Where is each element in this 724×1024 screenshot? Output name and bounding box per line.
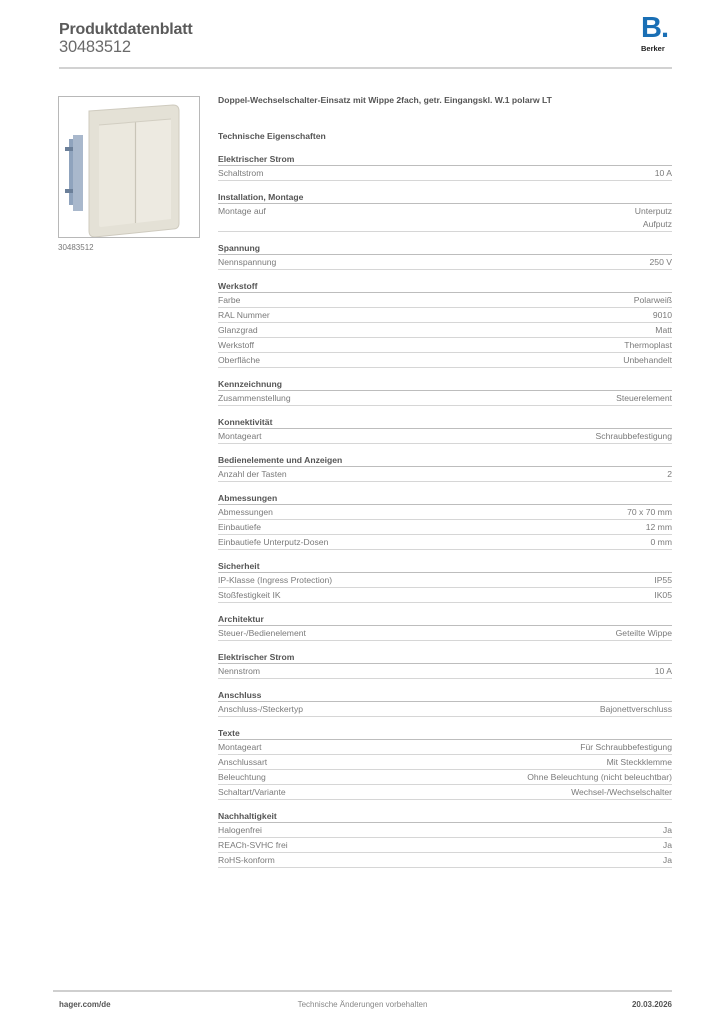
group-title: Konnektivität xyxy=(218,416,672,429)
group-title: Texte xyxy=(218,727,672,740)
property-label: Einbautiefe Unterputz-Dosen xyxy=(218,537,329,547)
property-group xyxy=(218,613,672,641)
property-label: Montage auf xyxy=(218,206,266,216)
property-label: Anschluss-/Steckertyp xyxy=(218,704,304,714)
product-description: Doppel-Wechselschalter-Einsatz mit Wippe 2fach, getr. Eingangskl. W.1 polarw LT xyxy=(218,95,552,105)
property-row xyxy=(218,353,672,368)
property-value xyxy=(663,824,672,837)
group-title: Architektur xyxy=(218,613,672,626)
property-group xyxy=(218,492,672,550)
property-value-line: IP55 xyxy=(654,575,672,585)
page-header xyxy=(59,0,672,69)
footer-notice: Technische Änderungen vorbehalten xyxy=(297,999,428,1009)
property-label: Glanzgrad xyxy=(218,325,258,335)
property-label: REACh-SVHC frei xyxy=(218,840,288,850)
property-row xyxy=(218,664,672,679)
property-value xyxy=(635,205,672,231)
property-value xyxy=(580,741,672,754)
property-value xyxy=(654,574,672,587)
footer-date: 20.03.2026 xyxy=(631,999,672,1009)
property-value-line: Matt xyxy=(655,325,672,335)
property-group xyxy=(218,810,672,868)
property-value-line: 10 A xyxy=(654,666,672,676)
property-value-line: 12 mm xyxy=(645,522,672,532)
page-title: Produktdatenblatt xyxy=(59,21,193,38)
property-label: Schaltart/Variante xyxy=(218,787,286,797)
property-row xyxy=(218,853,672,868)
product-image-caption: 30483512 xyxy=(58,243,94,252)
property-value xyxy=(634,294,672,307)
property-value-line: Ja xyxy=(662,855,672,865)
group-title: Werkstoff xyxy=(218,280,672,293)
property-row xyxy=(218,391,672,406)
property-label: Montageart xyxy=(218,431,262,441)
property-value xyxy=(623,354,672,367)
property-row xyxy=(218,838,672,853)
header-divider xyxy=(59,67,672,69)
property-row xyxy=(218,338,672,353)
group-title: Abmessungen xyxy=(218,492,672,505)
light-switch-icon xyxy=(59,97,200,238)
property-value xyxy=(655,167,672,180)
property-value-line: Thermoplast xyxy=(624,340,672,350)
property-value xyxy=(596,430,672,443)
group-title: Elektrischer Strom xyxy=(218,153,672,166)
group-title: Bedienelemente und Anzeigen xyxy=(218,454,672,467)
property-row xyxy=(218,626,672,641)
property-row xyxy=(218,823,672,838)
property-value xyxy=(527,771,672,784)
property-row xyxy=(218,255,672,270)
property-label: Nennstrom xyxy=(218,666,261,676)
group-title: Nachhaltigkeit xyxy=(218,810,672,823)
property-value-line: Mit Steckklemme xyxy=(606,757,672,767)
property-row xyxy=(218,293,672,308)
product-number: 30483512 xyxy=(59,38,131,56)
property-groups xyxy=(218,153,672,868)
property-value xyxy=(667,468,672,481)
section-title: Technische Eigenschaften xyxy=(218,131,326,141)
property-row xyxy=(218,429,672,444)
property-group xyxy=(218,191,672,232)
group-title: Anschluss xyxy=(218,689,672,702)
berker-wordmark: Berker xyxy=(641,44,665,53)
product-image xyxy=(58,96,200,238)
property-label: Zusammenstellung xyxy=(218,393,291,403)
property-group xyxy=(218,280,672,368)
property-value-line: 70 x 70 mm xyxy=(627,507,672,517)
group-title: Sicherheit xyxy=(218,560,672,573)
property-value xyxy=(646,521,672,534)
property-label: Farbe xyxy=(218,295,241,305)
property-group xyxy=(218,651,672,679)
property-row xyxy=(218,588,672,603)
property-row xyxy=(218,702,672,717)
property-row xyxy=(218,308,672,323)
property-group xyxy=(218,454,672,482)
property-value-line: 10 A xyxy=(654,168,672,178)
property-value-line: Für Schraubbefestigung xyxy=(580,742,672,752)
property-row xyxy=(218,323,672,338)
property-value-line: IK05 xyxy=(654,590,672,600)
property-value xyxy=(655,324,672,337)
group-title: Installation, Montage xyxy=(218,191,672,204)
property-value xyxy=(663,839,672,852)
page-footer xyxy=(53,990,672,1016)
property-value-line: Polarweiß xyxy=(633,295,672,305)
property-row xyxy=(218,755,672,770)
product-data-sheet xyxy=(218,93,672,868)
property-value xyxy=(607,756,672,769)
property-label: Nennspannung xyxy=(218,257,277,267)
property-label: Anzahl der Tasten xyxy=(218,469,287,479)
property-label: Einbautiefe xyxy=(218,522,262,532)
property-label: Schaltstrom xyxy=(218,168,264,178)
property-value xyxy=(600,703,672,716)
property-value-line: Geteilte Wippe xyxy=(615,628,672,638)
property-value-line: Unbehandelt xyxy=(623,355,672,365)
property-value xyxy=(616,392,672,405)
property-value-line: 9010 xyxy=(652,310,672,320)
property-value xyxy=(654,589,672,602)
property-value-line: 0 mm xyxy=(650,537,672,547)
property-label: Beleuchtung xyxy=(218,772,266,782)
footer-website: hager.com/de xyxy=(59,999,111,1009)
property-value xyxy=(616,627,672,640)
group-title: Kennzeichnung xyxy=(218,378,672,391)
property-value-line: Steuerelement xyxy=(616,393,672,403)
property-row xyxy=(218,535,672,550)
property-value-line: 2 xyxy=(667,469,672,479)
property-label: Montageart xyxy=(218,742,262,752)
property-value xyxy=(624,339,672,352)
property-value-line: Wechsel-/Wechselschalter xyxy=(571,787,672,797)
property-value-line: 250 V xyxy=(649,257,672,267)
property-value-line: Unterputz xyxy=(634,206,672,216)
property-value xyxy=(627,506,672,519)
property-row xyxy=(218,740,672,755)
property-row xyxy=(218,505,672,520)
group-title: Elektrischer Strom xyxy=(218,651,672,664)
property-label: Steuer-/Bedienelement xyxy=(218,628,306,638)
berker-logo xyxy=(638,12,674,54)
property-label: RAL Nummer xyxy=(218,310,270,320)
property-row xyxy=(218,204,672,232)
property-group xyxy=(218,727,672,800)
property-value xyxy=(571,786,672,799)
property-value-line: Ja xyxy=(662,840,672,850)
berker-b-icon: B. xyxy=(641,12,668,44)
property-value xyxy=(663,854,672,867)
property-label: Stoßfestigkeit IK xyxy=(218,590,281,600)
property-value-line: Ohne Beleuchtung (nicht beleuchtbar) xyxy=(527,772,672,782)
property-value xyxy=(655,665,672,678)
property-group xyxy=(218,378,672,406)
property-value-line: Schraubbefestigung xyxy=(595,431,672,441)
property-group xyxy=(218,560,672,603)
property-label: Anschlussart xyxy=(218,757,268,767)
property-row xyxy=(218,785,672,800)
property-row xyxy=(218,467,672,482)
group-title: Spannung xyxy=(218,242,672,255)
property-value-line: Bajonettverschluss xyxy=(599,704,672,714)
property-group xyxy=(218,242,672,270)
property-row xyxy=(218,770,672,785)
property-label: IP-Klasse (Ingress Protection) xyxy=(218,575,333,585)
property-row xyxy=(218,166,672,181)
property-value xyxy=(653,309,672,322)
property-value-line: Ja xyxy=(662,825,672,835)
property-value xyxy=(650,256,672,269)
property-group xyxy=(218,153,672,181)
property-label: Halogenfrei xyxy=(218,825,262,835)
property-row xyxy=(218,520,672,535)
property-value-line: Aufputz xyxy=(642,219,672,229)
property-label: Werkstoff xyxy=(218,340,254,350)
property-group xyxy=(218,416,672,444)
property-label: RoHS-konform xyxy=(218,855,275,865)
property-value xyxy=(651,536,672,549)
property-group xyxy=(218,689,672,717)
property-row xyxy=(218,573,672,588)
property-label: Abmessungen xyxy=(218,507,273,517)
property-label: Oberfläche xyxy=(218,355,261,365)
